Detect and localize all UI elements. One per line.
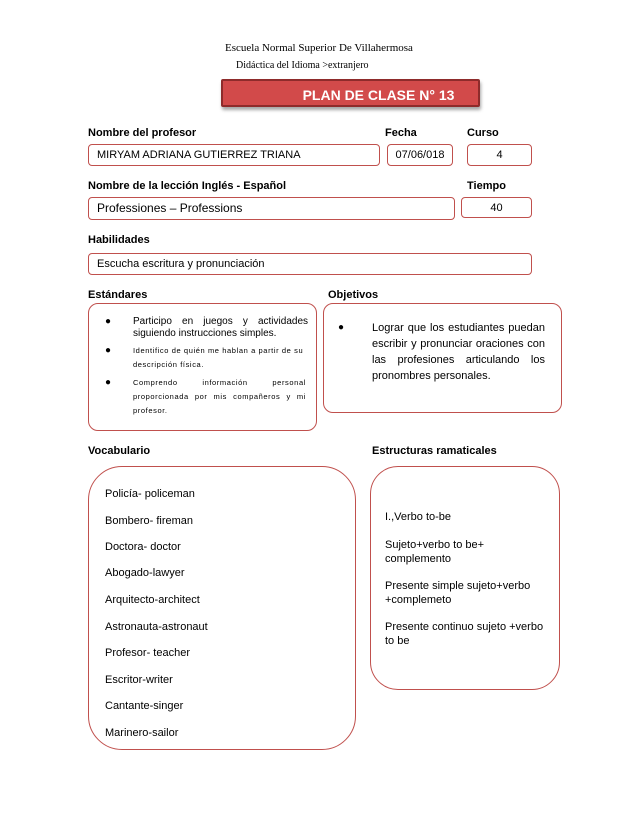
lesson-label: Nombre de la lección Inglés - Español <box>88 180 287 192</box>
standard-text: Comprendo información personal proporcionada por mis compañeros y mi profesor. <box>133 378 306 415</box>
objectives-label: Objetivos <box>328 289 379 301</box>
vocabulary-label: Vocabulario <box>88 445 151 457</box>
vocabulary-item: Cantante-singer <box>105 700 184 712</box>
vocabulary-item: Bombero- fireman <box>105 515 194 527</box>
objective-text: Lograr que los estudiantes puedan escribir y pronunciar oraciones con las profesiones articulando los pronombres personales. <box>372 322 545 382</box>
teacher-label: Nombre del profesor <box>88 127 197 139</box>
time-label: Tiempo <box>467 180 506 192</box>
structures-box <box>370 466 560 690</box>
document-subtitle: Didáctica del Idioma >extranjero <box>236 60 369 71</box>
structure-item: I.,Verbo to-be <box>385 511 452 523</box>
school-name: Escuela Normal Superior De Villahermosa <box>225 42 413 54</box>
teacher-name-field[interactable]: MIRYAM ADRIANA GUTIERREZ TRIANA <box>88 144 380 166</box>
course-field[interactable]: 4 <box>467 144 532 166</box>
standard-item: ● Participo en juegos y actividades siguiendo instrucciones simples. <box>105 316 308 339</box>
standard-text: Participo en juegos y actividades siguiendo instrucciones simples. <box>133 316 308 339</box>
vocabulary-item: Marinero-sailor <box>105 727 179 739</box>
vocabulary-item: Arquitecto-architect <box>105 594 200 606</box>
vocabulary-item: Escritor-writer <box>105 674 173 686</box>
standards-list <box>89 316 316 418</box>
structures-label: Estructuras ramaticales <box>372 445 497 457</box>
skills-label: Habilidades <box>88 234 150 246</box>
vocabulary-item: Astronauta-astronaut <box>105 621 208 633</box>
plan-title-banner: PLAN DE CLASE N° 13 <box>221 79 480 107</box>
vocabulary-item: Profesor- teacher <box>105 647 190 659</box>
structure-item: Presente simple sujeto+verbo +complemeto <box>385 580 531 606</box>
vocabulary-item: Doctora- doctor <box>105 541 181 553</box>
objective-item: ● Lograr que los estudiantes puedan escribir y pronunciar oraciones con las profesiones articulando los pronombres personales. <box>338 322 545 382</box>
structure-item: Sujeto+verbo to be+ complemento <box>385 539 485 565</box>
course-label: Curso <box>467 127 499 139</box>
objectives-box <box>323 303 562 413</box>
vocabulary-item: Policía- policeman <box>105 488 195 500</box>
date-label: Fecha <box>385 127 417 139</box>
structure-item: Presente continuo sujeto +verbo to be <box>385 621 544 647</box>
objectives-list <box>324 320 561 384</box>
vocabulary-item: Abogado-lawyer <box>105 567 185 579</box>
skills-field[interactable]: Escucha escritura y pronunciación <box>88 253 532 275</box>
standard-item: ● Comprendo información personal proporcionada por mis compañeros y mi profesor. <box>105 377 306 415</box>
date-field[interactable]: 07/06/018 <box>387 144 453 166</box>
standard-item: ● Identifico de quién me hablan a partir de su descripción física. <box>105 345 304 369</box>
standard-text: Identifico de quién me hablan a partir de su descripción física. <box>133 346 304 369</box>
standards-box <box>88 303 317 431</box>
time-field[interactable]: 40 <box>461 197 532 218</box>
standards-label: Estándares <box>88 289 148 301</box>
lesson-name-field[interactable]: Professiones – Professions <box>88 197 455 220</box>
